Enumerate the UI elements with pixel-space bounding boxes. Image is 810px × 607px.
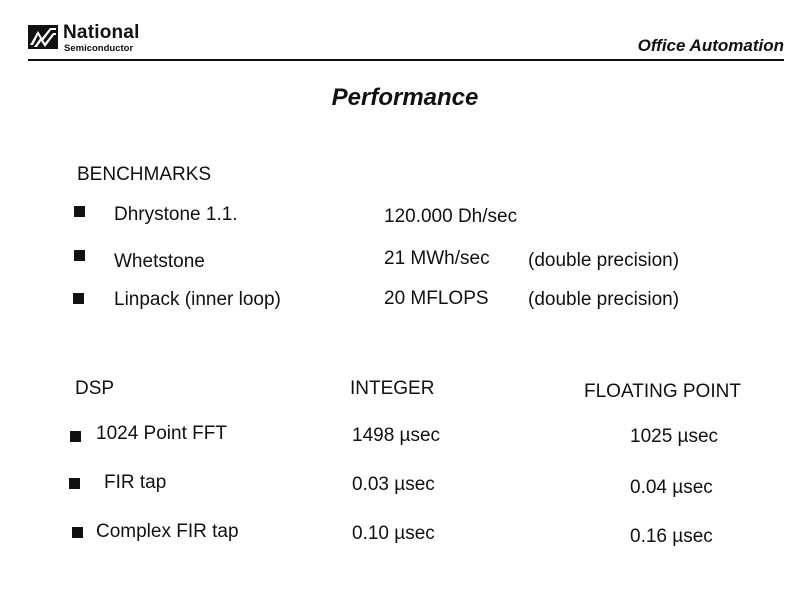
dsp-integer-fir: 0.03 µsec: [352, 474, 435, 495]
page-title: Performance: [331, 84, 479, 111]
bullet-icon: [72, 527, 83, 538]
bullet-icon: [73, 293, 84, 304]
benchmark-name-linpack: Linpack (inner loop): [114, 289, 281, 310]
column-header-floating-point: FLOATING POINT: [584, 381, 741, 402]
column-header-integer: INTEGER: [350, 378, 435, 399]
bullet-icon: [70, 431, 81, 442]
dsp-integer-complex-fir: 0.10 µsec: [352, 523, 435, 544]
logo-subtitle: Semiconductor: [64, 43, 134, 54]
benchmark-value-linpack: 20 MFLOPS: [384, 288, 489, 309]
dsp-name-fft: 1024 Point FFT: [96, 423, 227, 444]
dsp-float-complex-fir: 0.16 µsec: [630, 526, 713, 547]
bullet-icon: [74, 250, 85, 261]
logo-name: National: [63, 22, 140, 43]
dsp-float-fft: 1025 µsec: [630, 426, 719, 447]
logo: [28, 22, 228, 62]
benchmarks-heading: BENCHMARKS: [77, 164, 212, 185]
dsp-float-fir: 0.04 µsec: [630, 477, 713, 498]
dsp-name-fir: FIR tap: [104, 472, 167, 493]
dsp-name-complex-fir: Complex FIR tap: [96, 521, 239, 542]
dsp-heading: DSP: [75, 378, 115, 399]
dsp-integer-fft: 1498 µsec: [352, 425, 441, 446]
benchmark-value-dhrystone: 120.000 Dh/sec: [384, 206, 518, 227]
header-rule: [28, 59, 784, 61]
benchmark-value-whetstone: 21 MWh/sec: [384, 248, 490, 269]
benchmark-name-whetstone: Whetstone: [114, 251, 205, 272]
benchmark-note-linpack: (double precision): [528, 289, 680, 310]
bullet-icon: [69, 478, 80, 489]
benchmark-name-dhrystone: Dhrystone 1.1.: [114, 204, 238, 225]
benchmark-note-whetstone: (double precision): [528, 250, 680, 271]
national-semiconductor-logo-icon: [28, 25, 58, 49]
bullet-icon: [74, 206, 85, 217]
section-label: Office Automation: [637, 36, 784, 55]
